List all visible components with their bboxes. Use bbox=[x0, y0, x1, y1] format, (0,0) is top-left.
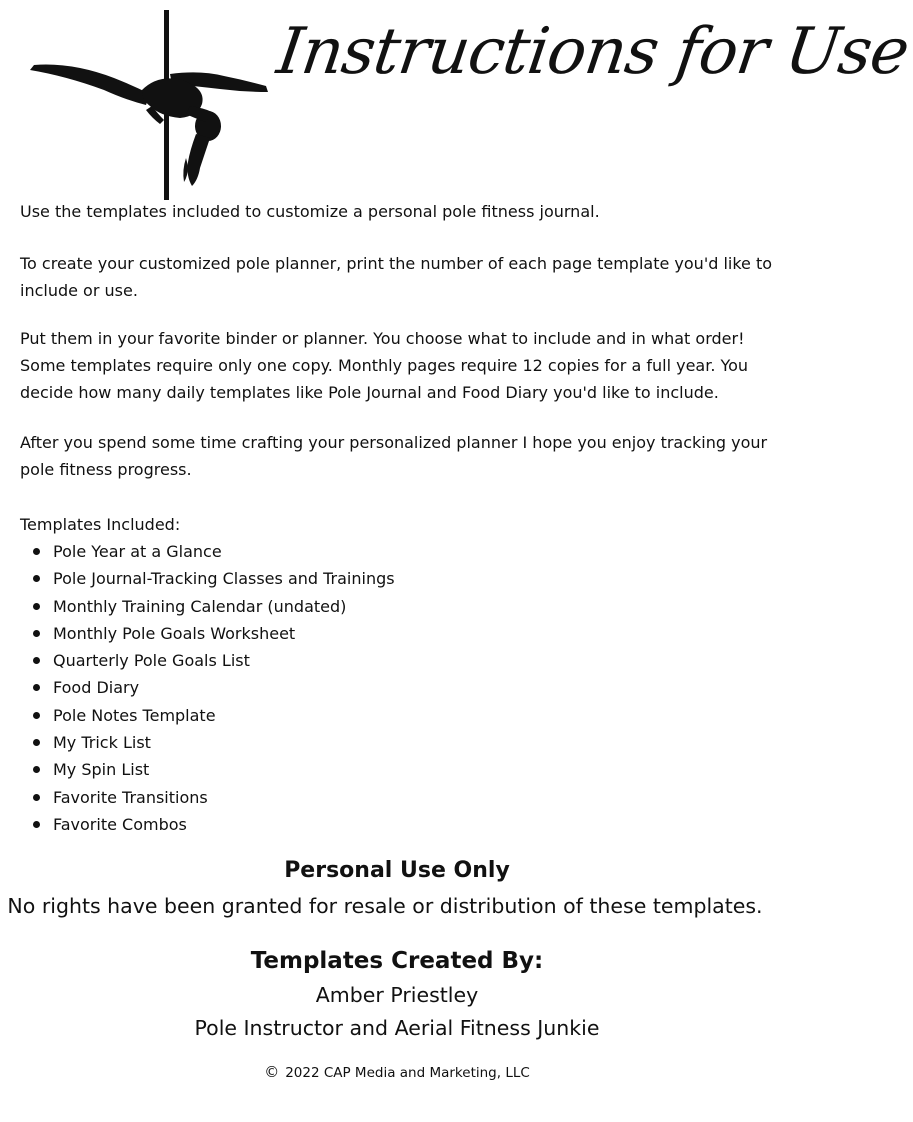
rights-notice: No rights have been granted for resale or distribution of these templates. bbox=[7, 894, 763, 918]
creator-title: Pole Instructor and Aerial Fitness Junkie bbox=[194, 1016, 600, 1040]
list-item: Pole Journal-Tracking Classes and Trainings bbox=[20, 565, 395, 592]
list-item: Monthly Pole Goals Worksheet bbox=[20, 620, 395, 647]
templates-list bbox=[20, 538, 395, 838]
binder-instructions-paragraph: Put them in your favorite binder or planner. You choose what to include and in what order! Some templates require only one copy. Monthly pages require 12 copies for a full year. You decide how many daily templates like Pole Journal and Food Diary you'd like to include. bbox=[20, 329, 749, 402]
list-item: Monthly Training Calendar (undated) bbox=[20, 593, 395, 620]
closing-paragraph: After you spend some time crafting your personalized planner I hope you enjoy tracking your pole fitness progress. bbox=[20, 433, 768, 479]
list-item: Pole Notes Template bbox=[20, 702, 395, 729]
list-item: My Spin List bbox=[20, 756, 395, 783]
created-by-heading: Templates Created By: bbox=[250, 948, 544, 974]
list-item: Favorite Transitions bbox=[20, 784, 395, 811]
templates-heading: Templates Included: bbox=[20, 515, 181, 534]
intro-paragraph: Use the templates included to customize a personal pole fitness journal. bbox=[20, 202, 600, 221]
list-item: Favorite Combos bbox=[20, 811, 395, 838]
list-item: Quarterly Pole Goals List bbox=[20, 647, 395, 674]
pole-dancer-silhouette-icon bbox=[22, 10, 282, 202]
copyright-text: 2022 CAP Media and Marketing, LLC bbox=[285, 1065, 530, 1081]
list-item: Food Diary bbox=[20, 674, 395, 701]
list-item: My Trick List bbox=[20, 729, 395, 756]
print-instructions-paragraph: To create your customized pole planner, print the number of each page template you'd like to include or use. bbox=[20, 254, 773, 300]
list-item: Pole Year at a Glance bbox=[20, 538, 395, 565]
header bbox=[0, 0, 913, 200]
personal-use-heading: Personal Use Only bbox=[284, 858, 510, 883]
copyright-icon: © bbox=[264, 1063, 280, 1081]
page-title: Instructions for Use bbox=[272, 15, 913, 89]
creator-name: Amber Priestley bbox=[315, 983, 479, 1007]
copyright-notice bbox=[0, 1063, 794, 1081]
